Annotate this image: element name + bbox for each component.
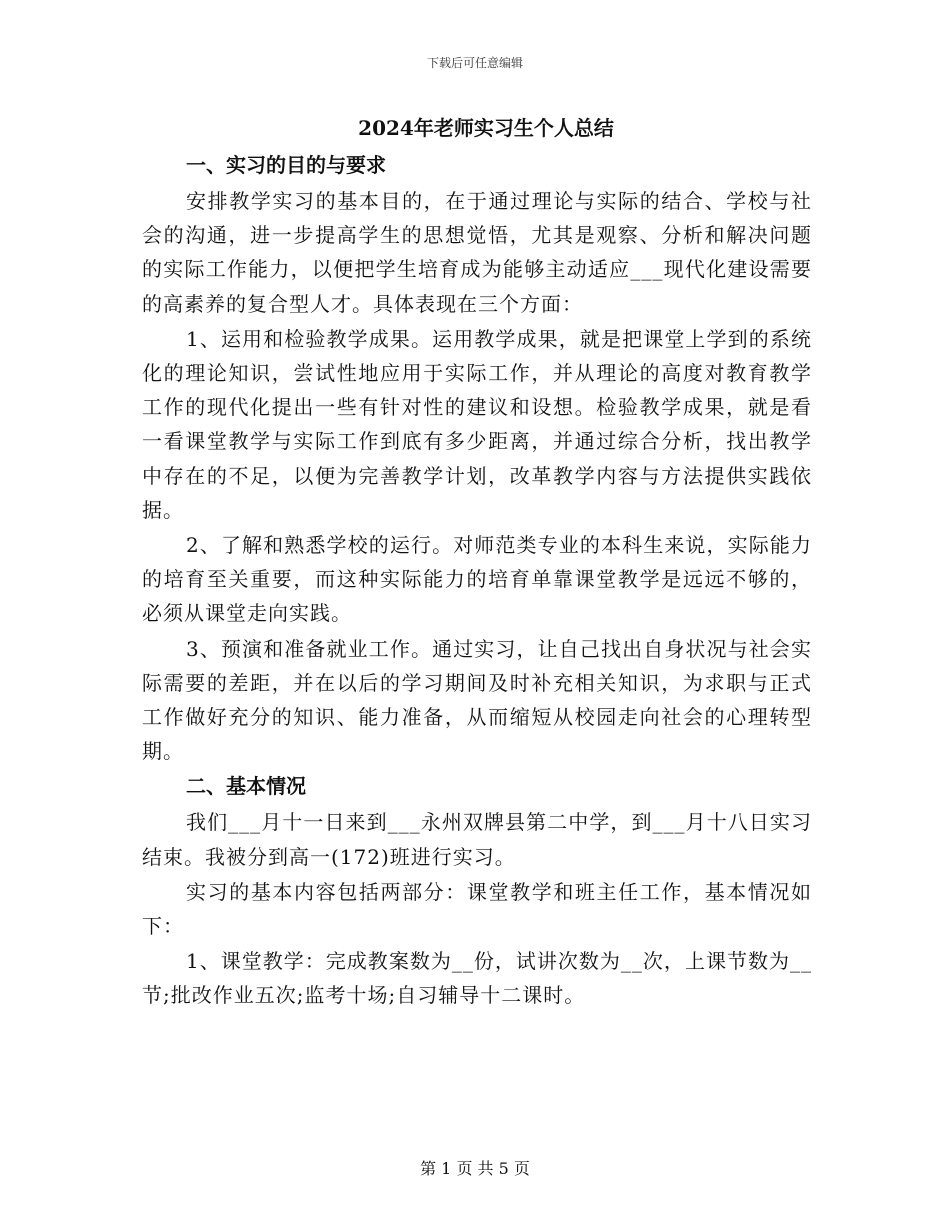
section-basic-info <box>142 769 812 1012</box>
paragraph: 我们___月十一日来到___永州双牌县第二中学，到___月十八日实习结束。我被分到高一(172)班进行实习。 <box>142 810 812 869</box>
document-body <box>142 114 812 1014</box>
paragraph: 1、运用和检验教学成果。运用教学成果，就是把课堂上学到的系统化的理论知识，尝试性地应用于实际工作，并从理论的高度对教育教学工作的现代化提出一些有针对性的建议和设想。检验教学成果，就是看一看课堂教学与实际工作到底有多少距离，并通过综合分析，找出教学中存在的不足，以便为完善教学计划，改革教学内容与方法提供实践依据。 <box>142 326 812 522</box>
paragraph: 1、课堂教学：完成教案数为__份，试讲次数为__次，上课节数为__节;批改作业五次;监考十场;自习辅导十二课时。 <box>142 949 812 1008</box>
section-purpose <box>142 148 812 768</box>
section-heading: 二、基本情况 <box>186 774 306 799</box>
paragraph: 安排教学实习的基本目的，在于通过理论与实际的结合、学校与社会的沟通，进一步提高学生的思想觉悟，尤其是观察、分析和解决问题的实际工作能力，以便把学生培育成为能够主动适应___现代化建设需要的高素养的复合型人才。具体表现在三个方面： <box>142 189 812 316</box>
section-heading: 一、实习的目的与要求 <box>186 153 386 177</box>
paragraph: 实习的基本内容包括两部分：课堂教学和班主任工作，基本情况如下： <box>142 879 812 939</box>
document-title: 2024年老师实习生个人总结 <box>358 116 614 140</box>
paragraph: 2、了解和熟悉学校的运行。对师范类专业的本科生来说，实际能力的培育至关重要，而这种实际能力的培育单靠课堂教学是远远不够的，必须从课堂走向实践。 <box>142 533 812 626</box>
page-number: 第 1 页 共 5 页 <box>420 1159 530 1178</box>
header-note: 下载后可任意编辑 <box>426 56 523 70</box>
paragraph: 3、预演和准备就业工作。通过实习，让自己找出自身状况与社会实际需要的差距，并在以后的学习期间及时补充相关知识，为求职与正式工作做好充分的知识、能力准备，从而缩短从校园走向社会的心理转型期。 <box>142 636 812 764</box>
